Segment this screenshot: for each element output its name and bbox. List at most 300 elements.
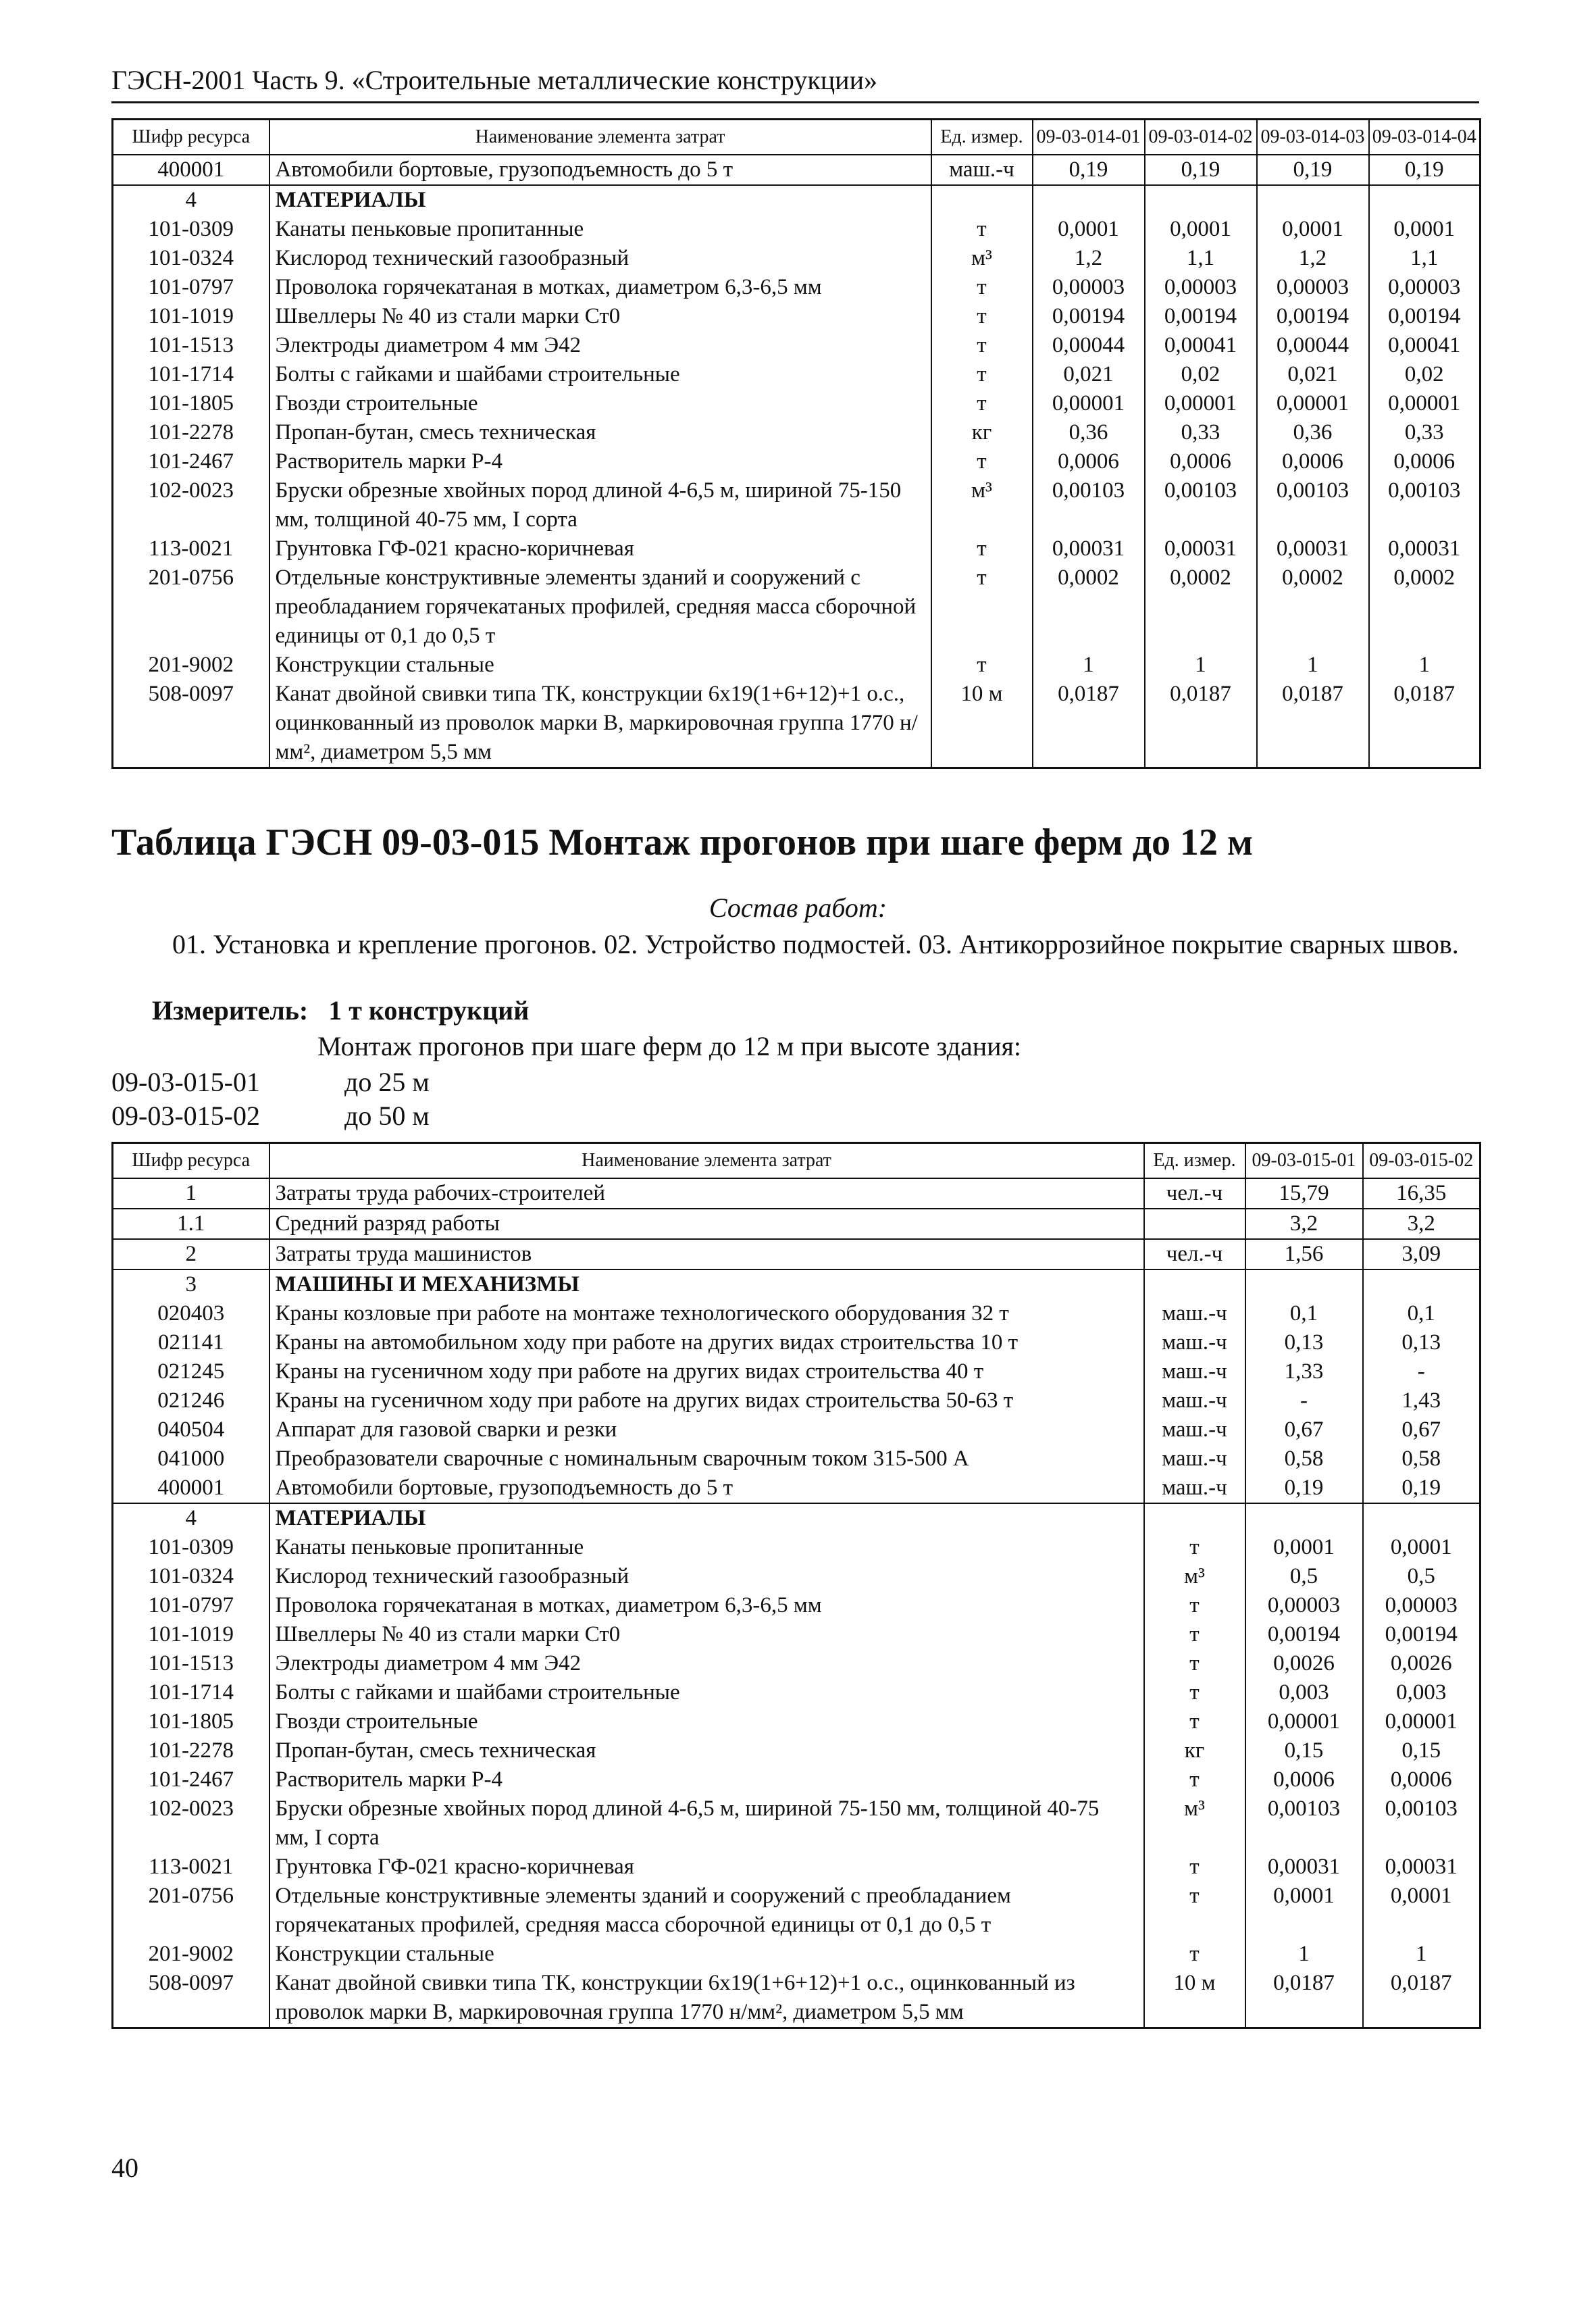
value-cell: 0,02 (1369, 360, 1481, 389)
value-cell: 0,00044 (1257, 331, 1369, 360)
table-caption: Таблица ГЭСН 09-03-015 Монтаж прогонов при шаге ферм до 12 м (111, 822, 1254, 863)
table-row (113, 331, 1481, 360)
value-cell: 0,0006 (1363, 1765, 1481, 1794)
value-cell: 0,003 (1245, 1678, 1363, 1707)
value-cell: 1,2 (1033, 244, 1145, 273)
table-row (113, 1591, 1481, 1620)
resource-name: Конструкции стальные (269, 651, 931, 680)
value-cell: 0,00031 (1369, 534, 1481, 563)
value-cell: 1 (1257, 651, 1369, 680)
resource-name: Швеллеры № 40 из стали марки Ст0 (269, 1620, 1144, 1649)
resource-name: Болты с гайками и шайбами строительные (269, 1678, 1144, 1707)
table-row (113, 476, 1481, 534)
value-cell: 0,19 (1145, 155, 1257, 185)
unit-cell: т (1144, 1765, 1245, 1794)
resource-name: Краны на гусеничном ходу при работе на других видах строительства 50-63 т (269, 1386, 1144, 1415)
table-row (113, 389, 1481, 418)
resource-name: Гвозди строительные (269, 389, 931, 418)
table-header-row (113, 1143, 1481, 1179)
value-cell: 0,021 (1033, 360, 1145, 389)
unit-cell: маш.-ч (1144, 1328, 1245, 1357)
resource-code: 021141 (113, 1328, 269, 1357)
value-cell: 0,1 (1363, 1299, 1481, 1328)
unit-cell: м³ (1144, 1562, 1245, 1591)
value-cell: 3,2 (1245, 1209, 1363, 1239)
resource-name: Краны козловые при работе на монтаже технологического оборудования 32 т (269, 1299, 1144, 1328)
value-cell: 0,00003 (1245, 1591, 1363, 1620)
value-cell: 0,5 (1245, 1562, 1363, 1591)
value-cell: 1 (1363, 1940, 1481, 1969)
value-cell: 0,00003 (1033, 273, 1145, 302)
value-cell: 0,0006 (1033, 447, 1145, 476)
resource-name: Затраты труда рабочих-строителей (269, 1178, 1144, 1209)
value-cell: 0,00031 (1033, 534, 1145, 563)
unit-cell: т (931, 302, 1033, 331)
resource-code: 041000 (113, 1444, 269, 1474)
unit-cell (1144, 1269, 1245, 1299)
value-cell: 0,00044 (1033, 331, 1145, 360)
resource-code: 101-2467 (113, 447, 269, 476)
value-cell: 1,56 (1245, 1239, 1363, 1269)
resource-code: 101-1714 (113, 1678, 269, 1707)
value-cell: 1,43 (1363, 1386, 1481, 1415)
resource-code: 1 (113, 1178, 269, 1209)
resource-name: Пропан-бутан, смесь техническая (269, 418, 931, 447)
unit-cell: маш.-ч (931, 155, 1033, 185)
unit-cell: т (931, 389, 1033, 418)
resource-code: 101-1805 (113, 1707, 269, 1736)
value-cell: - (1245, 1386, 1363, 1415)
unit-cell: т (1144, 1707, 1245, 1736)
resource-code: 1.1 (113, 1209, 269, 1239)
value-cell (1145, 185, 1257, 215)
resource-code: 021246 (113, 1386, 269, 1415)
value-cell: 0,00031 (1257, 534, 1369, 563)
resource-name: Электроды диаметром 4 мм Э42 (269, 331, 931, 360)
section-row (113, 185, 1481, 215)
table-row (113, 215, 1481, 244)
table-row (113, 1736, 1481, 1765)
resource-table-014 (111, 118, 1481, 769)
resource-code: 101-1513 (113, 1649, 269, 1678)
header-unit: Ед. измер. (1144, 1143, 1245, 1179)
variant-code: 09-03-015-02 (111, 1101, 260, 1131)
unit-cell: т (1144, 1678, 1245, 1707)
composition-title: Состав работ: (709, 892, 887, 923)
value-cell: 0,00001 (1145, 389, 1257, 418)
value-cell: 0,00103 (1257, 476, 1369, 534)
resource-name: МАТЕРИАЛЫ (269, 1503, 1144, 1533)
header-col-1: 09-03-014-01 (1033, 120, 1145, 155)
unit-cell: маш.-ч (1144, 1299, 1245, 1328)
value-cell: 0,0002 (1257, 563, 1369, 651)
resource-code: 508-0097 (113, 1969, 269, 2028)
value-cell: 1 (1245, 1940, 1363, 1969)
resource-name: Грунтовка ГФ-021 красно-коричневая (269, 534, 931, 563)
value-cell: 15,79 (1245, 1178, 1363, 1209)
resource-name: Отдельные конструктивные элементы зданий и сооружений с преобладанием горячекатаных профилей, средняя масса сборочной единицы от 0,1 до 0,5 т (269, 1882, 1144, 1940)
header-name: Наименование элемента затрат (269, 120, 931, 155)
value-cell: 0,19 (1033, 155, 1145, 185)
value-cell: 0,0187 (1257, 680, 1369, 768)
table-row (113, 1882, 1481, 1940)
resource-code: 201-0756 (113, 1882, 269, 1940)
table-row (113, 1357, 1481, 1386)
value-cell: 0,5 (1363, 1562, 1481, 1591)
table-row (113, 1328, 1481, 1357)
value-cell (1369, 185, 1481, 215)
resource-name: Пропан-бутан, смесь техническая (269, 1736, 1144, 1765)
unit-cell: т (1144, 1882, 1245, 1940)
table-row (113, 1209, 1481, 1239)
resource-name: Канат двойной свивки типа ТК, конструкции 6х19(1+6+12)+1 о.с., оцинкованный из проволок марки В, маркировочная группа 1770 н/мм², диаметром 5,5 мм (269, 1969, 1144, 2028)
table-row (113, 1415, 1481, 1444)
value-cell: 1,33 (1245, 1357, 1363, 1386)
unit-cell: маш.-ч (1144, 1444, 1245, 1474)
resource-code: 3 (113, 1269, 269, 1299)
value-cell: 0,00031 (1145, 534, 1257, 563)
variant-row (111, 1100, 430, 1132)
table-row (113, 1239, 1481, 1269)
resource-name: Затраты труда машинистов (269, 1239, 1144, 1269)
value-cell: 1,1 (1369, 244, 1481, 273)
value-cell (1363, 1269, 1481, 1299)
table-row (113, 1853, 1481, 1882)
value-cell: 0,13 (1245, 1328, 1363, 1357)
value-cell: 0,00194 (1033, 302, 1145, 331)
value-cell: 0,67 (1363, 1415, 1481, 1444)
resource-code: 101-0324 (113, 1562, 269, 1591)
header-col-3: 09-03-014-03 (1257, 120, 1369, 155)
table-row (113, 1444, 1481, 1474)
unit-cell: м³ (931, 476, 1033, 534)
table-row (113, 418, 1481, 447)
value-cell: 0,00194 (1369, 302, 1481, 331)
table-row (113, 1969, 1481, 2028)
value-cell: 0,00001 (1245, 1707, 1363, 1736)
value-cell: 0,58 (1363, 1444, 1481, 1474)
resource-code: 101-2467 (113, 1765, 269, 1794)
value-cell: 0,00001 (1363, 1707, 1481, 1736)
resource-name: Отдельные конструктивные элементы зданий и сооружений с преобладанием горячекатаных профилей, средняя масса сборочной единицы от 0,1 до 0,5 т (269, 563, 931, 651)
table-row (113, 302, 1481, 331)
unit-cell: т (1144, 1649, 1245, 1678)
value-cell: 1,1 (1145, 244, 1257, 273)
resource-name: Автомобили бортовые, грузоподъемность до 5 т (269, 1474, 1144, 1503)
unit-cell: т (931, 215, 1033, 244)
value-cell: 0,00103 (1363, 1794, 1481, 1853)
measure-label: Измеритель: (152, 995, 309, 1026)
value-cell: 0,33 (1369, 418, 1481, 447)
resource-name: Средний разряд работы (269, 1209, 1144, 1239)
unit-cell: т (1144, 1591, 1245, 1620)
resource-name: МАТЕРИАЛЫ (269, 185, 931, 215)
value-cell: 0,19 (1245, 1474, 1363, 1503)
unit-cell: м³ (1144, 1794, 1245, 1853)
table-row (113, 534, 1481, 563)
value-cell: 1 (1033, 651, 1145, 680)
header-col-2: 09-03-015-02 (1363, 1143, 1481, 1179)
resource-name: Проволока горячекатаная в мотках, диаметром 6,3-6,5 мм (269, 1591, 1144, 1620)
unit-cell: т (931, 534, 1033, 563)
resource-name: Канат двойной свивки типа ТК, конструкции 6х19(1+6+12)+1 о.с., оцинкованный из проволок марки В, маркировочная группа 1770 н/мм², диаметром 5,5 мм (269, 680, 931, 768)
resource-name: Проволока горячекатаная в мотках, диаметром 6,3-6,5 мм (269, 273, 931, 302)
value-cell: 0,00194 (1257, 302, 1369, 331)
value-cell: 0,00194 (1145, 302, 1257, 331)
resource-name: Преобразователи сварочные с номинальным сварочным током 315-500 А (269, 1444, 1144, 1474)
value-cell: 0,13 (1363, 1328, 1481, 1357)
unit-cell: маш.-ч (1144, 1474, 1245, 1503)
resource-name: Болты с гайками и шайбами строительные (269, 360, 931, 389)
value-cell: 0,0001 (1245, 1882, 1363, 1940)
value-cell: 0,00194 (1245, 1620, 1363, 1649)
variant-text: до 50 м (344, 1101, 430, 1131)
value-cell: - (1363, 1357, 1481, 1386)
resource-name: Бруски обрезные хвойных пород длиной 4-6,5 м, шириной 75-150 мм, толщиной 40-75 мм, I сорта (269, 1794, 1144, 1853)
value-cell: 0,0002 (1369, 563, 1481, 651)
header-code: Шифр ресурса (113, 1143, 269, 1179)
resource-name: МАШИНЫ И МЕХАНИЗМЫ (269, 1269, 1144, 1299)
value-cell (1033, 185, 1145, 215)
resource-code: 2 (113, 1239, 269, 1269)
unit-cell: маш.-ч (1144, 1357, 1245, 1386)
unit-cell: 10 м (1144, 1969, 1245, 2028)
value-cell: 0,00103 (1369, 476, 1481, 534)
resource-name: Гвозди строительные (269, 1707, 1144, 1736)
resource-table-015 (111, 1142, 1481, 2029)
resource-name: Канаты пеньковые пропитанные (269, 1533, 1144, 1562)
table-row (113, 447, 1481, 476)
resource-name: Бруски обрезные хвойных пород длиной 4-6,5 м, шириной 75-150 мм, толщиной 40-75 мм, I сорта (269, 476, 931, 534)
value-cell: 0,0187 (1369, 680, 1481, 768)
unit-cell (1144, 1209, 1245, 1239)
table-row (113, 1562, 1481, 1591)
value-cell: 0,0001 (1363, 1882, 1481, 1940)
value-cell: 0,0187 (1033, 680, 1145, 768)
unit-cell: т (1144, 1853, 1245, 1882)
unit-cell: т (931, 651, 1033, 680)
resource-code: 101-1513 (113, 331, 269, 360)
unit-cell: т (1144, 1620, 1245, 1649)
variants-subtitle: Монтаж прогонов при шаге ферм до 12 м при высоте здания: (317, 1031, 1022, 1061)
value-cell: 0,00001 (1257, 389, 1369, 418)
value-cell: 1 (1145, 651, 1257, 680)
section-row (113, 1269, 1481, 1299)
table-header-row (113, 120, 1481, 155)
value-cell: 0,003 (1363, 1678, 1481, 1707)
resource-code: 4 (113, 1503, 269, 1533)
unit-cell: маш.-ч (1144, 1415, 1245, 1444)
unit-cell (1144, 1503, 1245, 1533)
value-cell: 0,33 (1145, 418, 1257, 447)
resource-name: Аппарат для газовой сварки и резки (269, 1415, 1144, 1444)
value-cell: 0,0002 (1145, 563, 1257, 651)
value-cell: 0,00194 (1363, 1620, 1481, 1649)
unit-cell: т (1144, 1940, 1245, 1969)
unit-cell: маш.-ч (1144, 1386, 1245, 1415)
unit-cell: т (931, 447, 1033, 476)
value-cell: 0,00103 (1033, 476, 1145, 534)
value-cell (1363, 1503, 1481, 1533)
value-cell: 0,00003 (1369, 273, 1481, 302)
unit-cell (931, 185, 1033, 215)
value-cell: 16,35 (1363, 1178, 1481, 1209)
table-row (113, 1474, 1481, 1503)
value-cell: 0,00103 (1145, 476, 1257, 534)
unit-cell: т (931, 273, 1033, 302)
table-body (113, 155, 1481, 768)
table-body (113, 1178, 1481, 2028)
table-row (113, 1940, 1481, 1969)
unit-cell: т (1144, 1533, 1245, 1562)
value-cell: 0,00031 (1245, 1853, 1363, 1882)
value-cell: 0,0026 (1245, 1649, 1363, 1678)
value-cell: 1,2 (1257, 244, 1369, 273)
unit-cell: т (931, 331, 1033, 360)
value-cell: 3,09 (1363, 1239, 1481, 1269)
header-col-1: 09-03-015-01 (1245, 1143, 1363, 1179)
table-row (113, 1678, 1481, 1707)
resource-name: Кислород технический газообразный (269, 1562, 1144, 1591)
value-cell: 0,00041 (1145, 331, 1257, 360)
resource-code: 101-0324 (113, 244, 269, 273)
value-cell: 0,0001 (1369, 215, 1481, 244)
resource-code: 400001 (113, 1474, 269, 1503)
resource-code: 101-2278 (113, 418, 269, 447)
resource-code: 101-0797 (113, 1591, 269, 1620)
unit-cell: т (931, 360, 1033, 389)
resource-code: 040504 (113, 1415, 269, 1444)
resource-code: 101-0797 (113, 273, 269, 302)
resource-code: 201-9002 (113, 1940, 269, 1969)
value-cell: 3,2 (1363, 1209, 1481, 1239)
variant-row (111, 1066, 430, 1098)
value-cell: 0,0006 (1145, 447, 1257, 476)
table-row (113, 1386, 1481, 1415)
page-header: ГЭСН-2001 Часть 9. «Строительные металлические конструкции» (111, 64, 1479, 103)
resource-name: Краны на гусеничном ходу при работе на других видах строительства 40 т (269, 1357, 1144, 1386)
resource-name: Краны на автомобильном ходу при работе на других видах строительства 10 т (269, 1328, 1144, 1357)
resource-name: Растворитель марки Р-4 (269, 1765, 1144, 1794)
resource-code: 101-1019 (113, 302, 269, 331)
resource-code: 4 (113, 185, 269, 215)
resource-code: 400001 (113, 155, 269, 185)
value-cell (1245, 1503, 1363, 1533)
table-row (113, 680, 1481, 768)
value-cell: 0,0001 (1245, 1533, 1363, 1562)
value-cell: 0,00103 (1245, 1794, 1363, 1853)
value-cell: 0,0006 (1245, 1765, 1363, 1794)
value-cell: 0,19 (1257, 155, 1369, 185)
value-cell: 0,00003 (1257, 273, 1369, 302)
variant-code: 09-03-015-01 (111, 1067, 260, 1097)
resource-name: Швеллеры № 40 из стали марки Ст0 (269, 302, 931, 331)
measure-value: 1 т конструкций (328, 995, 530, 1026)
value-cell: 0,58 (1245, 1444, 1363, 1474)
header-col-2: 09-03-014-02 (1145, 120, 1257, 155)
resource-code: 021245 (113, 1357, 269, 1386)
value-cell: 0,0002 (1033, 563, 1145, 651)
unit-cell: кг (1144, 1736, 1245, 1765)
table-row (113, 155, 1481, 185)
value-cell: 0,36 (1257, 418, 1369, 447)
value-cell: 0,02 (1145, 360, 1257, 389)
resource-code: 102-0023 (113, 1794, 269, 1853)
unit-cell: м³ (931, 244, 1033, 273)
resource-code: 101-0309 (113, 1533, 269, 1562)
value-cell: 0,36 (1033, 418, 1145, 447)
measure-line (152, 995, 529, 1026)
value-cell: 0,0187 (1245, 1969, 1363, 2028)
value-cell: 0,0001 (1363, 1533, 1481, 1562)
table-row (113, 651, 1481, 680)
resource-name: Грунтовка ГФ-021 красно-коричневая (269, 1853, 1144, 1882)
value-cell: 0,0187 (1363, 1969, 1481, 2028)
table-row (113, 244, 1481, 273)
unit-cell: т (931, 563, 1033, 651)
resource-code: 101-1714 (113, 360, 269, 389)
value-cell: 0,00003 (1363, 1591, 1481, 1620)
table-row (113, 360, 1481, 389)
value-cell (1245, 1269, 1363, 1299)
value-cell: 0,0187 (1145, 680, 1257, 768)
value-cell: 0,00001 (1369, 389, 1481, 418)
resource-code: 101-0309 (113, 215, 269, 244)
value-cell: 0,021 (1257, 360, 1369, 389)
resource-code: 020403 (113, 1299, 269, 1328)
value-cell: 0,0026 (1363, 1649, 1481, 1678)
value-cell: 0,0006 (1369, 447, 1481, 476)
resource-name: Кислород технический газообразный (269, 244, 931, 273)
value-cell: 0,00003 (1145, 273, 1257, 302)
table-row (113, 563, 1481, 651)
resource-code: 508-0097 (113, 680, 269, 768)
unit-cell: чел.-ч (1144, 1178, 1245, 1209)
variant-text: до 25 м (344, 1067, 430, 1097)
table-row (113, 1707, 1481, 1736)
table-row (113, 1765, 1481, 1794)
table-row (113, 1299, 1481, 1328)
resource-code: 101-2278 (113, 1736, 269, 1765)
page-number: 40 (111, 2153, 138, 2183)
resource-code: 101-1805 (113, 389, 269, 418)
resource-code: 201-9002 (113, 651, 269, 680)
table-row (113, 1620, 1481, 1649)
header-col-4: 09-03-014-04 (1369, 120, 1481, 155)
table-row (113, 1794, 1481, 1853)
resource-name: Конструкции стальные (269, 1940, 1144, 1969)
resource-code: 102-0023 (113, 476, 269, 534)
table-row (113, 273, 1481, 302)
value-cell: 0,67 (1245, 1415, 1363, 1444)
unit-cell: 10 м (931, 680, 1033, 768)
resource-code: 113-0021 (113, 1853, 269, 1882)
unit-cell: чел.-ч (1144, 1239, 1245, 1269)
resource-name: Автомобили бортовые, грузоподъемность до 5 т (269, 155, 931, 185)
value-cell: 0,19 (1369, 155, 1481, 185)
value-cell: 0,0001 (1033, 215, 1145, 244)
table-row (113, 1533, 1481, 1562)
unit-cell: кг (931, 418, 1033, 447)
header-code: Шифр ресурса (113, 120, 269, 155)
value-cell: 0,0001 (1257, 215, 1369, 244)
resource-name: Растворитель марки Р-4 (269, 447, 931, 476)
value-cell: 0,00031 (1363, 1853, 1481, 1882)
resource-name: Электроды диаметром 4 мм Э42 (269, 1649, 1144, 1678)
resource-code: 201-0756 (113, 563, 269, 651)
value-cell: 0,0006 (1257, 447, 1369, 476)
resource-name: Канаты пеньковые пропитанные (269, 215, 931, 244)
